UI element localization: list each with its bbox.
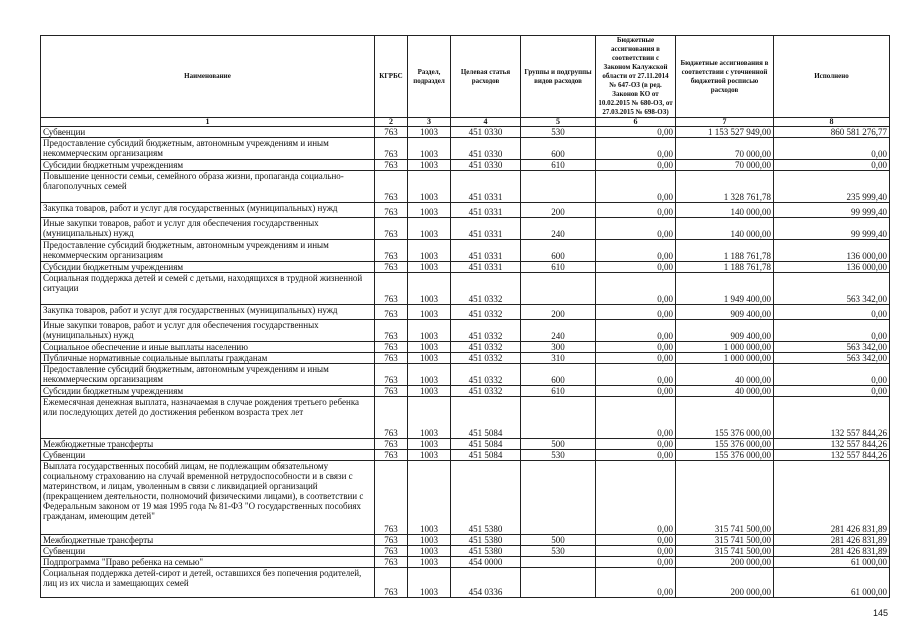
table-cell-name: Предоставление субсидий бюджетным, автономным учреждениям и иным некоммерческим организациям — [41, 138, 375, 160]
table-cell-section: 1003 — [408, 138, 451, 160]
column-number: 8 — [774, 118, 890, 127]
table-cell-name: Субвенции — [41, 127, 375, 138]
table-cell-name: Субсидии бюджетным учреждениям — [41, 386, 375, 397]
table-row — [41, 546, 890, 557]
table-cell-kgrbs: 763 — [375, 160, 408, 171]
table-cell-section: 1003 — [408, 273, 451, 305]
table-cell-section: 1003 — [408, 439, 451, 450]
table-cell-group — [521, 171, 596, 203]
table-cell-executed: 0,00 — [774, 386, 890, 397]
table-cell-kgrbs: 763 — [375, 262, 408, 273]
table-row — [41, 353, 890, 364]
table-cell-executed: 0,00 — [774, 138, 890, 160]
table-cell-target: 451 5084 — [451, 450, 521, 461]
header-name: Наименование — [41, 36, 375, 118]
table-cell-target: 451 5380 — [451, 546, 521, 557]
table-cell-group — [521, 397, 596, 439]
table-cell-target: 451 0330 — [451, 138, 521, 160]
table-cell-target: 451 5084 — [451, 397, 521, 439]
table-cell-target: 451 0331 — [451, 240, 521, 262]
table-cell-target: 451 0331 — [451, 218, 521, 240]
table-cell-kgrbs: 763 — [375, 342, 408, 353]
table-cell-law-allocation: 0,00 — [596, 386, 676, 397]
table-cell-name: Выплата государственных пособий лицам, не подлежащим обязательному социальному страхованию на случай временной нетрудоспособности и в связи с материнством, и лицам, уволенным в связи с ликвидацией организаций (прекращением деятельности, полномочий физическими лицами), в соответствии с Федеральным законом от 19 мая 1995 года № 81-ФЗ "О государственных пособиях гражданам, имеющим детей" — [41, 461, 375, 535]
table-cell-name: Подпрограмма "Право ребенка на семью" — [41, 557, 375, 568]
table-cell-section: 1003 — [408, 568, 451, 598]
table-cell-refined-allocation: 200 000,00 — [676, 568, 774, 598]
table-cell-name: Иные закупки товаров, работ и услуг для обеспечения государственных (муниципальных) нужд — [41, 218, 375, 240]
table-cell-kgrbs: 763 — [375, 240, 408, 262]
table-cell-section: 1003 — [408, 240, 451, 262]
table-cell-name: Предоставление субсидий бюджетным, автономным учреждениям и иным некоммерческим организациям — [41, 364, 375, 386]
table-cell-executed: 563 342,00 — [774, 273, 890, 305]
table-cell-law-allocation: 0,00 — [596, 568, 676, 598]
table-row — [41, 386, 890, 397]
table-cell-target: 451 0331 — [451, 171, 521, 203]
table-cell-section: 1003 — [408, 386, 451, 397]
table-cell-group: 610 — [521, 160, 596, 171]
table-cell-target: 451 0330 — [451, 127, 521, 138]
table-cell-name: Закупка товаров, работ и услуг для государственных (муниципальных) нужд — [41, 305, 375, 320]
table-row — [41, 160, 890, 171]
table-cell-refined-allocation: 1 188 761,78 — [676, 262, 774, 273]
table-cell-group: 500 — [521, 535, 596, 546]
table-row — [41, 218, 890, 240]
table-cell-executed: 281 426 831,89 — [774, 461, 890, 535]
table-cell-refined-allocation: 200 000,00 — [676, 557, 774, 568]
table-cell-section: 1003 — [408, 397, 451, 439]
table-cell-kgrbs: 763 — [375, 320, 408, 342]
table-cell-law-allocation: 0,00 — [596, 138, 676, 160]
table-cell-group — [521, 273, 596, 305]
table-cell-name: Предоставление субсидий бюджетным, автономным учреждениям и иным некоммерческим организациям — [41, 240, 375, 262]
table-row — [41, 320, 890, 342]
table-cell-law-allocation: 0,00 — [596, 273, 676, 305]
table-cell-refined-allocation: 315 741 500,00 — [676, 535, 774, 546]
table-cell-kgrbs: 763 — [375, 364, 408, 386]
header-law-allocations: Бюджетные ассигнования в соответствии с Законом Калужской области от 27.11.2014 № 647-ОЗ (в ред. Законов КО от 10.02.2015 № 680-ОЗ, от 27.03.2015 № 698-ОЗ) — [596, 36, 676, 118]
table-cell-executed: 0,00 — [774, 305, 890, 320]
table-cell-executed: 860 581 276,77 — [774, 127, 890, 138]
table-cell-group: 530 — [521, 546, 596, 557]
table-cell-kgrbs: 763 — [375, 568, 408, 598]
table-cell-name: Межбюджетные трансферты — [41, 439, 375, 450]
table-cell-target: 451 0331 — [451, 203, 521, 218]
table-cell-executed: 132 557 844,26 — [774, 397, 890, 439]
table-cell-executed: 563 342,00 — [774, 353, 890, 364]
header-section: Раздел, подраздел — [408, 36, 451, 118]
budget-table — [40, 35, 890, 598]
table-cell-target: 451 0331 — [451, 262, 521, 273]
table-cell-law-allocation: 0,00 — [596, 450, 676, 461]
table-row — [41, 171, 890, 203]
table-cell-kgrbs: 763 — [375, 386, 408, 397]
table-cell-name: Публичные нормативные социальные выплаты гражданам — [41, 353, 375, 364]
table-cell-refined-allocation: 70 000,00 — [676, 138, 774, 160]
header-refined-allocations: Бюджетные ассигнования в соответствии с уточненной бюджетной росписью расходов — [676, 36, 774, 118]
table-cell-group: 500 — [521, 439, 596, 450]
table-cell-target: 451 5084 — [451, 439, 521, 450]
table-cell-group: 240 — [521, 320, 596, 342]
table-cell-executed: 132 557 844,26 — [774, 439, 890, 450]
table-cell-section: 1003 — [408, 203, 451, 218]
table-cell-name: Субсидии бюджетным учреждениям — [41, 160, 375, 171]
table-cell-target: 451 0332 — [451, 342, 521, 353]
table-cell-refined-allocation: 1 000 000,00 — [676, 342, 774, 353]
table-cell-kgrbs: 763 — [375, 273, 408, 305]
table-cell-refined-allocation: 315 741 500,00 — [676, 461, 774, 535]
table-cell-target: 451 5380 — [451, 461, 521, 535]
table-cell-kgrbs: 763 — [375, 171, 408, 203]
table-row — [41, 203, 890, 218]
table-cell-group — [521, 461, 596, 535]
header-groups: Группы и подгруппы видов расходов — [521, 36, 596, 118]
table-cell-group: 610 — [521, 262, 596, 273]
table-row — [41, 262, 890, 273]
table-cell-name: Иные закупки товаров, работ и услуг для обеспечения государственных (муниципальных) нужд — [41, 320, 375, 342]
table-cell-group: 600 — [521, 364, 596, 386]
table-cell-group: 200 — [521, 305, 596, 320]
table-cell-section: 1003 — [408, 450, 451, 461]
table-cell-executed: 132 557 844,26 — [774, 450, 890, 461]
table-cell-name: Субсидии бюджетным учреждениям — [41, 262, 375, 273]
table-cell-kgrbs: 763 — [375, 138, 408, 160]
table-cell-target: 451 0332 — [451, 364, 521, 386]
table-row — [41, 138, 890, 160]
table-cell-section: 1003 — [408, 546, 451, 557]
table-cell-law-allocation: 0,00 — [596, 171, 676, 203]
table-cell-section: 1003 — [408, 535, 451, 546]
table-cell-target: 451 0332 — [451, 320, 521, 342]
table-row — [41, 364, 890, 386]
table-cell-section: 1003 — [408, 461, 451, 535]
table-cell-section: 1003 — [408, 127, 451, 138]
table-cell-law-allocation: 0,00 — [596, 203, 676, 218]
table-cell-name: Социальная поддержка детей-сирот и детей, оставшихся без попечения родителей, лиц из их числа и замещающих семей — [41, 568, 375, 598]
table-cell-target: 451 0332 — [451, 386, 521, 397]
table-row — [41, 461, 890, 535]
table-cell-section: 1003 — [408, 353, 451, 364]
table-cell-kgrbs: 763 — [375, 535, 408, 546]
table-cell-refined-allocation: 155 376 000,00 — [676, 439, 774, 450]
table-cell-kgrbs: 763 — [375, 203, 408, 218]
table-cell-executed: 281 426 831,89 — [774, 546, 890, 557]
table-cell-law-allocation: 0,00 — [596, 439, 676, 450]
header-target: Целевая статья расходов — [451, 36, 521, 118]
table-cell-section: 1003 — [408, 305, 451, 320]
column-number: 2 — [375, 118, 408, 127]
table-cell-kgrbs: 763 — [375, 353, 408, 364]
table-cell-group: 200 — [521, 203, 596, 218]
table-cell-name: Социальная поддержка детей и семей с детьми, находящихся в трудной жизненной ситуации — [41, 273, 375, 305]
table-cell-kgrbs: 763 — [375, 461, 408, 535]
table-cell-kgrbs: 763 — [375, 439, 408, 450]
table-row — [41, 535, 890, 546]
table-cell-section: 1003 — [408, 342, 451, 353]
table-cell-executed: 0,00 — [774, 160, 890, 171]
table-cell-executed: 61 000,00 — [774, 568, 890, 598]
table-cell-group: 610 — [521, 386, 596, 397]
table-cell-refined-allocation: 1 000 000,00 — [676, 353, 774, 364]
table-row — [41, 273, 890, 305]
table-cell-executed: 0,00 — [774, 320, 890, 342]
table-cell-target: 454 0000 — [451, 557, 521, 568]
table-row — [41, 568, 890, 598]
table-cell-executed: 99 999,40 — [774, 203, 890, 218]
table-cell-kgrbs: 763 — [375, 557, 408, 568]
table-cell-kgrbs: 763 — [375, 305, 408, 320]
table-cell-section: 1003 — [408, 320, 451, 342]
table-cell-name: Социальное обеспечение и иные выплаты населению — [41, 342, 375, 353]
table-cell-kgrbs: 763 — [375, 450, 408, 461]
table-cell-section: 1003 — [408, 218, 451, 240]
table-cell-group — [521, 557, 596, 568]
table-cell-group: 240 — [521, 218, 596, 240]
table-cell-kgrbs: 763 — [375, 218, 408, 240]
table-row — [41, 439, 890, 450]
table-row — [41, 127, 890, 138]
table-cell-refined-allocation: 40 000,00 — [676, 386, 774, 397]
table-cell-group: 310 — [521, 353, 596, 364]
table-cell-refined-allocation: 40 000,00 — [676, 364, 774, 386]
table-cell-executed: 61 000,00 — [774, 557, 890, 568]
table-cell-target: 451 0332 — [451, 353, 521, 364]
table-row — [41, 342, 890, 353]
table-cell-target: 451 0332 — [451, 273, 521, 305]
table-cell-group: 600 — [521, 138, 596, 160]
table-cell-name: Повышение ценности семьи, семейного образа жизни, пропаганда социально-благополучных семей — [41, 171, 375, 203]
column-number: 7 — [676, 118, 774, 127]
table-cell-name: Закупка товаров, работ и услуг для государственных (муниципальных) нужд — [41, 203, 375, 218]
table-cell-section: 1003 — [408, 557, 451, 568]
table-cell-law-allocation: 0,00 — [596, 364, 676, 386]
table-cell-group: 530 — [521, 450, 596, 461]
table-cell-group: 300 — [521, 342, 596, 353]
table-cell-refined-allocation: 315 741 500,00 — [676, 546, 774, 557]
table-cell-refined-allocation: 1 153 527 949,00 — [676, 127, 774, 138]
table-row — [41, 240, 890, 262]
table-cell-law-allocation: 0,00 — [596, 353, 676, 364]
table-cell-law-allocation: 0,00 — [596, 240, 676, 262]
table-row — [41, 305, 890, 320]
table-cell-kgrbs: 763 — [375, 397, 408, 439]
table-cell-section: 1003 — [408, 171, 451, 203]
table-cell-refined-allocation: 1 949 400,00 — [676, 273, 774, 305]
table-cell-group: 530 — [521, 127, 596, 138]
table-cell-law-allocation: 0,00 — [596, 262, 676, 273]
table-cell-refined-allocation: 909 400,00 — [676, 305, 774, 320]
table-cell-target: 451 0332 — [451, 305, 521, 320]
table-cell-refined-allocation: 155 376 000,00 — [676, 397, 774, 439]
table-cell-name: Субвенции — [41, 546, 375, 557]
header-executed: Исполнено — [774, 36, 890, 118]
table-cell-law-allocation: 0,00 — [596, 557, 676, 568]
table-cell-refined-allocation: 155 376 000,00 — [676, 450, 774, 461]
table-cell-kgrbs: 763 — [375, 546, 408, 557]
table-cell-name: Ежемесячная денежная выплата, назначаемая в случае рождения третьего ребенка или последующих детей до достижения ребенком возраста трех лет — [41, 397, 375, 439]
table-cell-law-allocation: 0,00 — [596, 320, 676, 342]
page-number: 145 — [873, 608, 889, 618]
table-cell-executed: 0,00 — [774, 364, 890, 386]
table-row — [41, 397, 890, 439]
table-cell-section: 1003 — [408, 160, 451, 171]
table-cell-target: 451 5380 — [451, 535, 521, 546]
table-cell-refined-allocation: 1 188 761,78 — [676, 240, 774, 262]
table-cell-name: Субвенции — [41, 450, 375, 461]
table-cell-executed: 281 426 831,89 — [774, 535, 890, 546]
column-number: 6 — [596, 118, 676, 127]
table-cell-refined-allocation: 140 000,00 — [676, 218, 774, 240]
table-cell-executed: 136 000,00 — [774, 240, 890, 262]
table-cell-group — [521, 568, 596, 598]
table-cell-target: 451 0330 — [451, 160, 521, 171]
table-row — [41, 557, 890, 568]
table-cell-refined-allocation: 909 400,00 — [676, 320, 774, 342]
table-cell-law-allocation: 0,00 — [596, 218, 676, 240]
table-cell-law-allocation: 0,00 — [596, 546, 676, 557]
table-cell-executed: 99 999,40 — [774, 218, 890, 240]
table-cell-refined-allocation: 1 328 761,78 — [676, 171, 774, 203]
table-body — [41, 127, 890, 598]
column-number: 5 — [521, 118, 596, 127]
table-cell-law-allocation: 0,00 — [596, 535, 676, 546]
table-cell-refined-allocation: 140 000,00 — [676, 203, 774, 218]
table-cell-law-allocation: 0,00 — [596, 160, 676, 171]
table-cell-law-allocation: 0,00 — [596, 342, 676, 353]
table-cell-refined-allocation: 70 000,00 — [676, 160, 774, 171]
header-kgrbs: КГРБС — [375, 36, 408, 118]
table-cell-law-allocation: 0,00 — [596, 305, 676, 320]
table-cell-section: 1003 — [408, 364, 451, 386]
column-number: 4 — [451, 118, 521, 127]
table-cell-name: Межбюджетные трансферты — [41, 535, 375, 546]
table-cell-kgrbs: 763 — [375, 127, 408, 138]
table-cell-law-allocation: 0,00 — [596, 127, 676, 138]
table-cell-executed: 563 342,00 — [774, 342, 890, 353]
table-row — [41, 450, 890, 461]
table-cell-law-allocation: 0,00 — [596, 461, 676, 535]
column-number: 1 — [41, 118, 375, 127]
table-cell-target: 454 0336 — [451, 568, 521, 598]
table-cell-executed: 235 999,40 — [774, 171, 890, 203]
column-number: 3 — [408, 118, 451, 127]
table-cell-executed: 136 000,00 — [774, 262, 890, 273]
table-cell-group: 600 — [521, 240, 596, 262]
table-cell-law-allocation: 0,00 — [596, 397, 676, 439]
table-cell-section: 1003 — [408, 262, 451, 273]
